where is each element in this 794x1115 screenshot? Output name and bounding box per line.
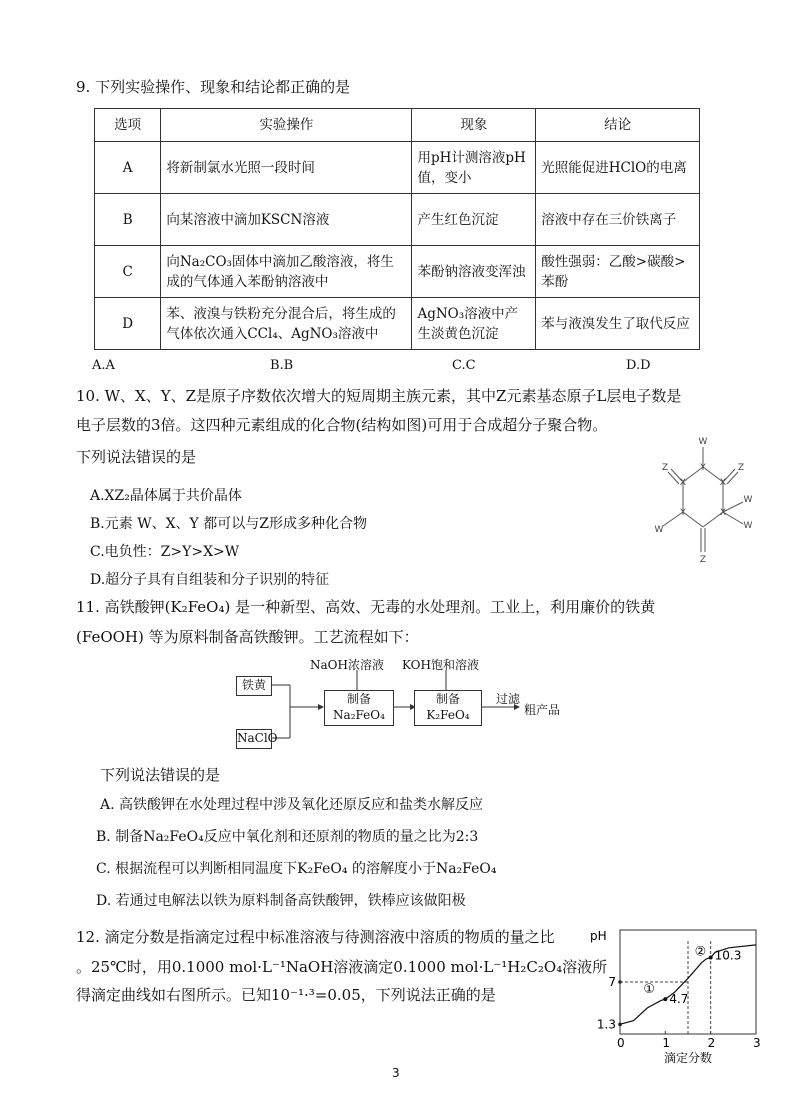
y-tick-label: 7 — [608, 975, 616, 989]
atom-x-right: X — [719, 478, 727, 488]
flow-step-k2feo4 — [414, 690, 482, 726]
flow-reagent-naoh: NaOH浓溶液 — [310, 658, 384, 672]
row-phenomenon: 苯酚钠溶液变浑浊 — [412, 246, 536, 298]
atom-z-bottom: Z — [699, 555, 707, 565]
flow-reagent-koh: KOH饱和溶液 — [402, 658, 479, 672]
q9-choice-d[interactable]: D.D — [626, 358, 651, 373]
atom-w-top: W — [698, 437, 708, 447]
atom-y-left: Y — [680, 508, 686, 518]
q10-structure-diagram — [635, 432, 765, 572]
row-conclusion: 酸性强弱：乙酸>碳酸>苯酚 — [536, 246, 700, 298]
atom-x-bottom: X — [719, 508, 727, 518]
table-header-row — [95, 109, 700, 142]
table-row — [95, 142, 700, 194]
flow-step1-line1: 制备 — [346, 692, 371, 706]
table-row — [95, 298, 700, 350]
row-option: A — [95, 142, 161, 194]
row-option: C — [95, 246, 161, 298]
annotation-value: 4.7 — [669, 992, 689, 1007]
q11-option-b[interactable]: B. 制备Na₂FeO₄反应中氧化剂和还原剂的物质的量之比为2:3 — [96, 829, 479, 845]
flow-product: 粗产品 — [524, 703, 561, 717]
atom-x-left: X — [679, 478, 687, 488]
annotation-marker: ① — [643, 982, 655, 998]
q11-option-d[interactable]: D. 若通过电解法以铁为原料制备高铁酸钾，铁棒应该做阳极 — [96, 893, 466, 909]
table-row — [95, 194, 700, 246]
row-operation: 向某溶液中滴加KSCN溶液 — [161, 194, 412, 246]
annotation-point — [663, 997, 667, 1001]
row-conclusion: 光照能促进HClO的电离 — [536, 142, 700, 194]
q10-stem-line2: 电子层数的3倍。这四种元素组成的化合物(结构如图)可用于合成超分子聚合物。 — [76, 416, 608, 434]
row-operation: 向Na₂CO₃固体中滴加乙酸溶液，将生成的气体通入苯酚钠溶液中 — [161, 246, 412, 298]
q12-titration-chart — [586, 920, 776, 1070]
atom-w-right2: W — [743, 521, 753, 531]
row-option: D — [95, 298, 161, 350]
q9-table — [94, 108, 700, 350]
row-conclusion: 苯与液溴发生了取代反应 — [536, 298, 700, 350]
q10-stem-line3: 下列说法错误的是 — [76, 448, 197, 466]
q9-choice-b[interactable]: B.B — [270, 358, 294, 373]
q11-stem-line2: (FeOOH) 等为原料制备高铁酸钾。工艺流程如下： — [76, 628, 419, 646]
flow-input-iron-yellow: 铁黄 — [236, 676, 272, 696]
q11-option-c[interactable]: C. 根据流程可以判断相同温度下K₂FeO₄ 的溶解度小于Na₂FeO₄ — [96, 861, 497, 877]
atom-z-left: Z — [661, 463, 669, 473]
x-tick-label: 0 — [617, 1036, 625, 1050]
header-conclusion: 结论 — [536, 109, 700, 142]
annotation-value: 10.3 — [714, 948, 742, 963]
atom-z-right: Z — [737, 463, 745, 473]
q9-choice-c[interactable]: C.C — [452, 358, 476, 373]
q11-option-a[interactable]: A. 高铁酸钾在水处理过程中涉及氧化还原反应和盐类水解反应 — [100, 797, 484, 813]
row-option: B — [95, 194, 161, 246]
table-row — [95, 246, 700, 298]
header-operation: 实验操作 — [161, 109, 412, 142]
atom-w-left: W — [654, 525, 664, 535]
q10-option-c[interactable]: C.电负性：Z>Y>X>W — [90, 544, 240, 560]
x-tick-label: 1 — [662, 1036, 670, 1050]
page-number: 3 — [392, 1066, 400, 1080]
row-operation: 苯、液溴与铁粉充分混合后，将生成的气体依次通入CCl₄、AgNO₃溶液中 — [161, 298, 412, 350]
annotation-marker: ② — [694, 944, 707, 960]
annotation-point — [709, 955, 713, 959]
row-phenomenon: AgNO₃溶液中产生淡黄色沉淀 — [412, 298, 536, 350]
q10-option-d[interactable]: D.超分子具有自组装和分子识别的特征 — [90, 572, 330, 588]
atom-w-right1: W — [743, 495, 753, 505]
flow-step2-line2: K₂FeO₄ — [426, 708, 470, 722]
q12-stem-line1: 12. 滴定分数是指滴定过程中标准溶液与待测溶液中溶质的物质的量之比 — [76, 928, 555, 946]
row-phenomenon: 用pH计测溶液pH值，变小 — [412, 142, 536, 194]
row-phenomenon: 产生红色沉淀 — [412, 194, 536, 246]
flow-step-na2feo4 — [324, 690, 394, 726]
header-phenomenon: 现象 — [412, 109, 536, 142]
atom-y-top: Y — [700, 463, 706, 473]
q9-choice-a[interactable]: A.A — [92, 358, 115, 373]
chart-xlabel: 滴定分数 — [664, 1051, 713, 1065]
flow-step1-line2: Na₂FeO₄ — [333, 708, 385, 722]
header-option: 选项 — [95, 109, 161, 142]
row-conclusion: 溶液中存在三价铁离子 — [536, 194, 700, 246]
q10-stem-line1: 10. W、X、Y、Z是原子序数依次增大的短周期主族元素，其中Z元素基态原子L层电子数是 — [76, 387, 682, 405]
q12-stem-line3: 得滴定曲线如右图所示。已知10⁻¹·³=0.05，下列说法正确的是 — [76, 986, 496, 1004]
q11-stem-line1: 11. 高铁酸钾(K₂FeO₄) 是一种新型、高效、无毒的水处理剂。工业上，利用廉价的铁黄 — [76, 598, 656, 616]
q12-stem-line2: 。25℃时，用0.1000 mol·L⁻¹NaOH溶液滴定0.1000 mol·L⁻¹H₂C₂O₄溶液所 — [76, 958, 608, 976]
q9-stem: 9. 下列实验操作、现象和结论都正确的是 — [76, 78, 351, 96]
q10-option-a[interactable]: A.XZ₂晶体属于共价晶体 — [90, 488, 242, 504]
chart-ylabel: pH — [590, 929, 607, 943]
q10-option-b[interactable]: B.元素 W、X、Y 都可以与Z形成多种化合物 — [90, 516, 367, 532]
row-operation: 将新制氯水光照一段时间 — [161, 142, 412, 194]
flow-filter-label: 过滤 — [496, 692, 521, 706]
q11-stem-line3: 下列说法错误的是 — [100, 766, 221, 784]
flow-input-naclo: NaClO — [236, 729, 272, 749]
x-tick-label: 2 — [707, 1036, 716, 1050]
x-tick-label: 3 — [753, 1036, 761, 1050]
y-tick-label: 1.3 — [596, 1017, 616, 1032]
flow-step2-line1: 制备 — [435, 692, 460, 706]
